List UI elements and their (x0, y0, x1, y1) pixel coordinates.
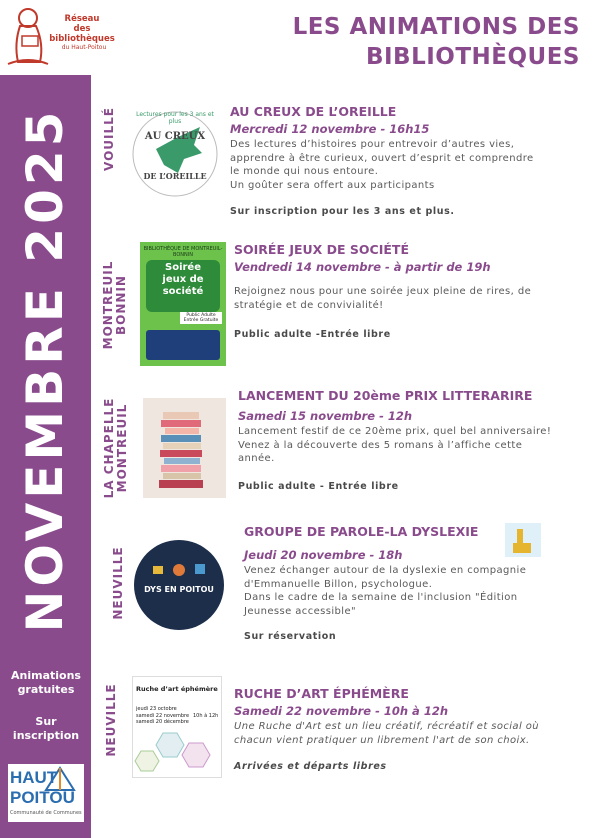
idea-icon (173, 564, 185, 576)
event-prix-litteraire (238, 388, 588, 493)
event-title: GROUPE DE PAROLE-LA DYSLEXIE (244, 524, 479, 539)
event-note: Public adulte -Entrée libre (234, 329, 391, 340)
event-image-creux-oreille (128, 109, 222, 199)
image-badge: Public Adulte Entrée Gratuite (180, 312, 222, 324)
image-hours: 10h à 12h (193, 713, 219, 719)
image-title: Soirée jeux de société (162, 262, 204, 297)
event-image-books (143, 398, 226, 498)
page-title: LES ANIMATIONS DES BIBLIOTHÈQUES (292, 14, 580, 70)
image-arc-text: Lectures pour les 3 ans et plus (136, 111, 214, 125)
event-ruche-art (234, 686, 584, 773)
image-title: Ruche d’art éphémère (136, 685, 218, 693)
event-image-dys-en-poitou (133, 540, 225, 630)
reader-illustration-icon (4, 4, 52, 70)
network-logo (4, 4, 134, 70)
event-title: SOIRÉE JEUX DE SOCIÉTÉ (234, 242, 409, 257)
event-description: Des lectures d’histoires pour entrevoir d’autres vies, apprendre à être curieux, ouvert d’esprit et comprendre le monde qui nous entoure. Un goûter sera offert aux participants (230, 139, 534, 191)
event-creux-oreille (230, 104, 570, 218)
event-title: AU CREUX DE L’OREILLE (230, 104, 397, 119)
event-image-jeux-societe (140, 242, 226, 366)
month-heading: NOVEMBRE 2025 (16, 107, 74, 633)
event-note: Arrivées et départs libres (234, 761, 387, 772)
book-stack-icon (143, 398, 226, 498)
event-note: Sur réservation (244, 631, 337, 642)
town-vouille: VOUILLÉ (102, 107, 116, 171)
town-neuville-1: NEUVILLE (111, 546, 125, 620)
network-logo-text: Réseau des bibliothèques (49, 14, 115, 44)
image-dates: jeudi 23 octobre samedi 22 novembre samedi 20 décembre (136, 706, 190, 725)
registration-note: Sur inscription (12, 715, 80, 742)
puzzle-icon (153, 566, 163, 574)
haut-poitou-word1: HAUT (10, 768, 58, 787)
haut-poitou-word2: POITOU (10, 788, 75, 807)
event-date: Mercredi 12 novembre - 16h15 (230, 122, 430, 136)
town-la-chapelle-montreuil: LA CHAPELLE MONTREUIL (102, 397, 129, 499)
haut-poitou-logo (8, 764, 84, 822)
hexagon-icon (133, 729, 222, 778)
event-image-ruche-art (132, 676, 222, 778)
event-title: LANCEMENT DU 20ème PRIX LITTERARIRE (238, 388, 533, 403)
event-description: Rejoignez nous pour une soirée jeux pleine de rires, de stratégie et de convivialité! (234, 286, 532, 311)
image-top-text: BIBLIOTHÈQUE DE MONTREUIL-BONNIN (143, 246, 223, 258)
haut-poitou-caption: Communauté de Communes (10, 810, 82, 816)
event-note: Public adulte - Entrée libre (238, 480, 399, 492)
image-line2: DE L’OREILLE (143, 171, 207, 181)
event-dyslexie (244, 524, 594, 643)
event-jeux-societe (234, 242, 574, 341)
town-neuville-2: NEUVILLE (104, 683, 118, 757)
event-date: Jeudi 20 novembre - 18h (244, 548, 403, 562)
free-events-note: Animations gratuites (11, 669, 81, 696)
event-note: Sur inscription pour les 3 ans et plus. (230, 206, 455, 217)
event-date: Samedi 22 novembre - 10h à 12h (234, 704, 449, 718)
event-description: Venez échanger autour de la dyslexie en compagnie d'Emmanuelle Billon, psychologue. Dans le cadre de la semaine de l'inclusion "Édition Jeunesse accessible" (244, 565, 527, 617)
screen-icon (195, 564, 205, 574)
event-title: RUCHE D’ART ÉPHÉMÈRE (234, 686, 409, 701)
town-montreuil-bonnin: MONTREUIL BONNIN (101, 260, 128, 350)
event-date: Vendredi 14 novembre - à partir de 19h (234, 260, 491, 274)
event-date: Samedi 15 novembre - 12h (238, 409, 413, 423)
event-description: Lancement festif de ce 20ème prix, quel bel anniversaire! Venez à la découverte des 5 romans à l’affiche cette année. (238, 426, 552, 464)
network-logo-subtitle: du Haut-Poitou (61, 44, 107, 51)
image-label: DYS EN POITOU (144, 585, 214, 594)
image-line1: AU CREUX (144, 131, 206, 142)
event-description: Une Ruche d'Art est un lieu créatif, récréatif et social où chacun vient pratiquer un librement l'art de son choix. (234, 721, 539, 746)
